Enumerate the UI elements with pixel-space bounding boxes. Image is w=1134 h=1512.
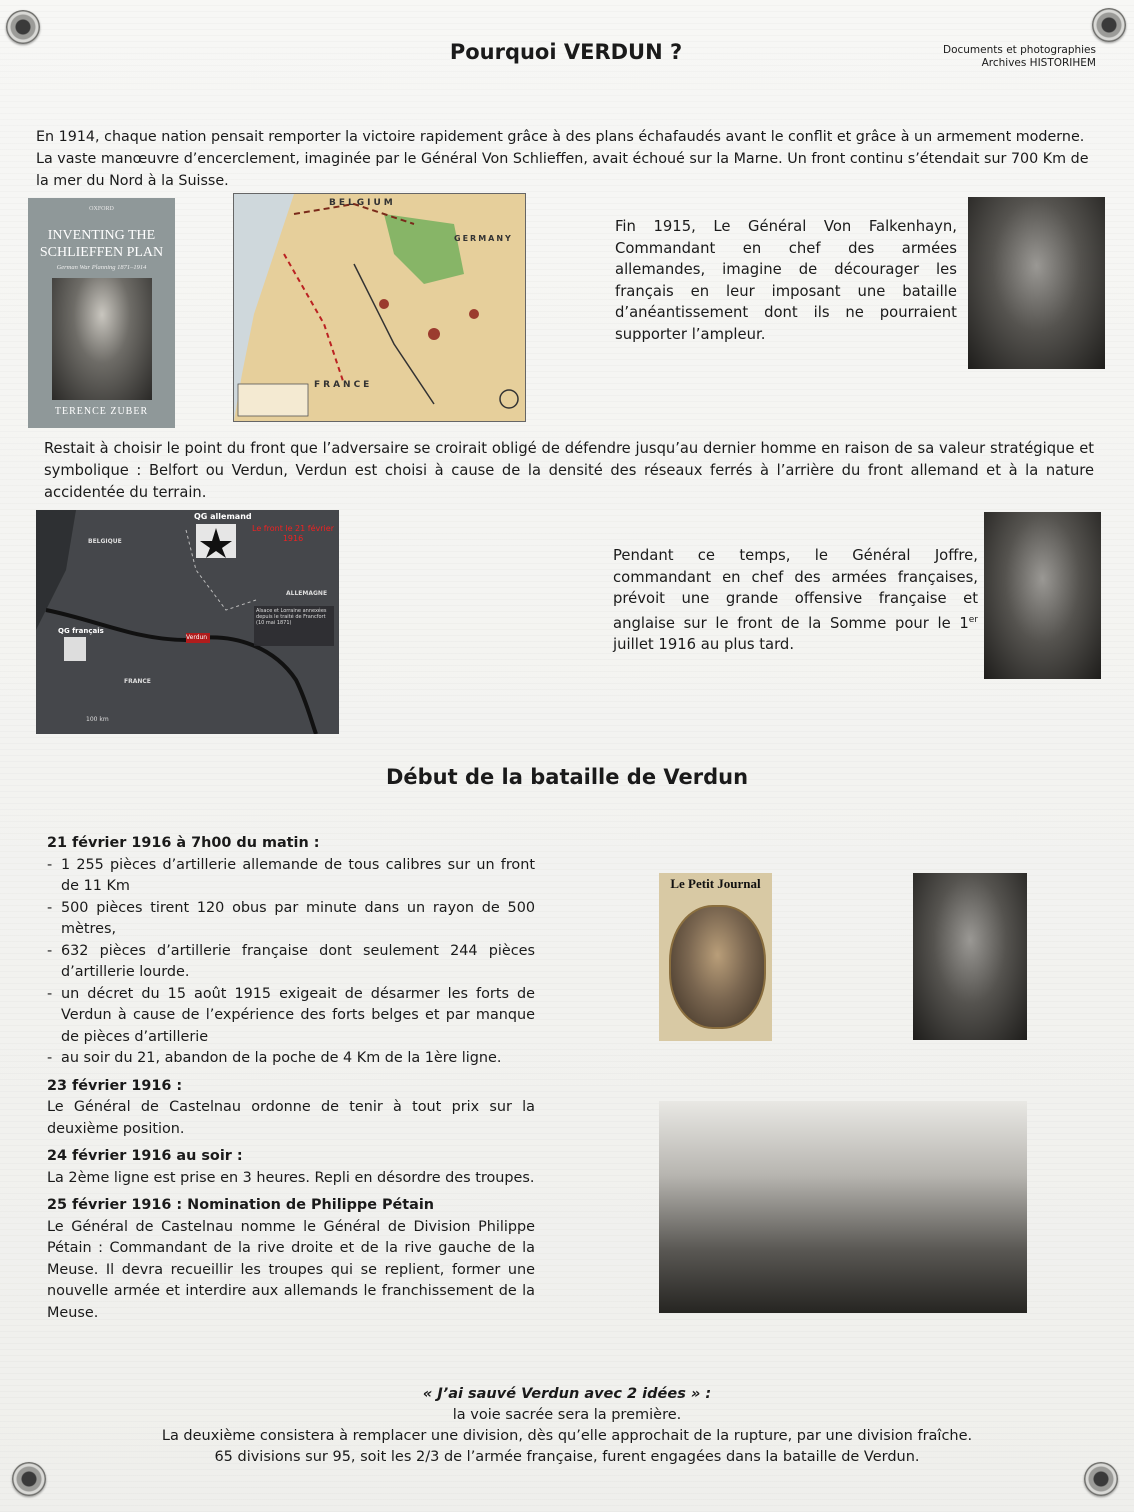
- map2-label-qg-francais: QG français: [58, 627, 104, 635]
- day-1-item-text: 632 pièces d’artillerie française dont seulement 244 pièces d’artillerie lourde.: [61, 942, 535, 980]
- joffre-text-sup: er: [968, 614, 978, 625]
- day-4-heading: 25 février 1916 : Nomination de Philippe Pétain: [47, 1197, 435, 1213]
- day-1-heading: 21 février 1916 à 7h00 du matin :: [47, 835, 320, 851]
- grommet-top-left: [6, 10, 40, 44]
- quote-line-1: « J’ai sauvé Verdun avec 2 idées » :: [422, 1386, 712, 1402]
- newspaper-masthead: Le Petit Journal: [670, 876, 761, 891]
- map2-label-verdun: Verdun: [186, 634, 208, 641]
- book-title-line-1: INVENTING THE: [47, 228, 156, 243]
- day-2-text: Le Général de Castelnau ordonne de tenir à tout prix sur la deuxième position.: [47, 1099, 535, 1137]
- section-title-battle: Début de la bataille de Verdun: [385, 765, 749, 789]
- newspaper-portrait: [669, 905, 766, 1029]
- officers-street-photo: [913, 873, 1027, 1040]
- joffre-text-main: Pendant ce temps, le Général Joffre, commandant en chef des armées françaises, prévoit une grande offensive française et anglaise sur le front de la Somme pour le 1: [613, 547, 978, 632]
- bullet-dash: -: [47, 856, 53, 873]
- falkenhayn-portrait: [968, 197, 1105, 369]
- day-1-item-text: 500 pièces tirent 120 obus par minute dans un rayon de 500 mètres,: [61, 899, 535, 937]
- timeline: [47, 833, 535, 1324]
- map2-label-france: FRANCE: [124, 678, 151, 685]
- joffre-portrait: [984, 512, 1101, 679]
- bullet-dash: -: [47, 985, 53, 1002]
- bullet-dash: -: [47, 942, 53, 959]
- intro-line-1: En 1914, chaque nation pensait remporter la victoire rapidement grâce à des plans échafaudés avant le conflit et grâce à un armement moderne.: [36, 129, 1085, 145]
- day-1-item: [47, 1048, 535, 1070]
- intro-paragraph: [36, 126, 1106, 192]
- newspaper-cover-image: [659, 873, 772, 1041]
- page-title: Pourquoi VERDUN ?: [449, 40, 683, 64]
- map2-label-scale: 100 km: [86, 716, 109, 723]
- bullet-dash: -: [47, 899, 53, 916]
- map2-label-front: Le front le 21 février 1916: [252, 524, 334, 543]
- day-4-text: Le Général de Castelnau nomme le Général de Division Philippe Pétain : Commandant de la rive droite et de la rive gauche de la Meuse. Il devra recueillir les troupes qui se replient, former une nouvelle armée et interdire aux allemands le franchissement de la Meuse.: [47, 1218, 535, 1321]
- map2-label-alsace: Alsace et Lorraine annexées depuis le traité de Francfort (10 mai 1871): [256, 608, 327, 626]
- day-1-item: [47, 855, 535, 898]
- day-1-item-text: au soir du 21, abandon de la poche de 4 Km de la 1ère ligne.: [61, 1050, 502, 1066]
- credit-line-1: Documents et photographies: [943, 44, 1096, 56]
- book-publisher: OXFORD: [89, 206, 114, 212]
- map2-label-allemagne: ALLEMAGNE: [286, 590, 328, 597]
- joffre-text-end: juillet 1916 au plus tard.: [613, 635, 795, 653]
- map2-label-qg-allemand: QG allemand: [194, 512, 252, 521]
- day-1-item: [47, 984, 535, 1049]
- map1-label-france: FRANCE: [314, 380, 373, 390]
- map1-label-belgium: BELGIUM: [329, 198, 396, 208]
- book-subtitle: German War Planning 1871–1914: [56, 264, 147, 271]
- grommet-top-right: [1092, 8, 1126, 42]
- map2-label-belgique: BELGIQUE: [88, 538, 122, 545]
- joffre-paragraph: [613, 545, 978, 655]
- strategy-paragraph: Restait à choisir le point du front que l’adversaire se croirait obligé de défendre jusqu’au dernier homme en raison de sa valeur stratégique et symbolique : Belfort ou Verdun, Verdun est choisi à cause de la densité des réseaux ferrés à l’arrière du front allemand et à la nature accidentée du terrain.: [44, 440, 1094, 501]
- map-schlieffen-plan: [233, 193, 526, 422]
- intro-line-2: La vaste manœuvre d’encerclement, imaginée par le Général Von Schlieffen, avait échoué sur la Marne. Un front continu s’étendait sur 700 Km de: [36, 151, 1089, 167]
- quote-line-4: 65 divisions sur 95, soit les 2/3 de l’armée française, furent engagées dans la bataille de Verdun.: [214, 1449, 920, 1465]
- credit-line-2: Archives HISTORIHEM: [981, 57, 1096, 69]
- map-front-1916: [36, 510, 339, 734]
- day-1-item-text: 1 255 pièces d’artillerie allemande de tous calibres sur un front de 11 Km: [61, 856, 535, 894]
- map-schlieffen-svg: [234, 194, 525, 421]
- falkenhayn-paragraph: Fin 1915, Le Général Von Falkenhayn, Commandant en chef des armées allemandes, imagine de décourager les français en leur imposant une bataille d’anéantissement dont ils ne pourraient supporter l’ampleur.: [615, 218, 957, 343]
- credit-block: [880, 44, 1096, 70]
- book-portrait: [52, 278, 152, 400]
- day-2-heading: 23 février 1916 :: [47, 1077, 183, 1094]
- book-title-line-2: SCHLIEFFEN PLAN: [39, 245, 164, 260]
- day-3-text: La 2ème ligne est prise en 3 heures. Repli en désordre des troupes.: [47, 1169, 535, 1186]
- map1-label-germany: GERMANY: [454, 234, 513, 243]
- closing-quote: [100, 1384, 1034, 1468]
- book-cover-image: [28, 198, 175, 428]
- day-1-item: [47, 941, 535, 984]
- grommet-bottom-left: [12, 1462, 46, 1496]
- day-1-item: [47, 898, 535, 941]
- soldiers-group-photo: [659, 1101, 1027, 1313]
- quote-line-3: La deuxième consistera à remplacer une division, dès qu’elle approchait de la rupture, par une division fraîche.: [161, 1428, 973, 1444]
- intro-line-3: la mer du Nord à la Suisse.: [36, 173, 229, 189]
- day-3-heading: 24 février 1916 au soir :: [47, 1148, 243, 1164]
- grommet-bottom-right: [1084, 1462, 1118, 1496]
- book-author: TERENCE ZUBER: [54, 406, 149, 417]
- day-1-item-text: un décret du 15 août 1915 exigeait de désarmer les forts de Verdun à cause de l’expérience des forts belges et par manque de pièces d’artillerie: [61, 985, 535, 1045]
- quote-line-2: la voie sacrée sera la première.: [452, 1407, 682, 1423]
- bullet-dash: -: [47, 1050, 53, 1066]
